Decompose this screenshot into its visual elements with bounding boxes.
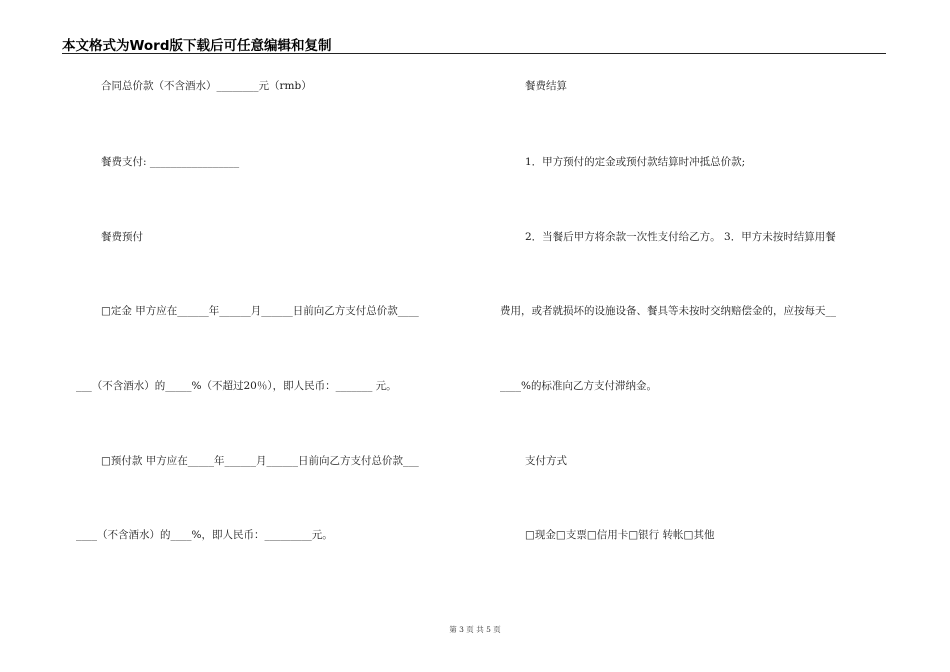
meal-settlement-heading: 餐费结算 bbox=[525, 80, 567, 92]
payment-method-heading: 支付方式 bbox=[525, 455, 567, 467]
deposit-option-continued: ___（不含酒水）的_____%（不超过20％），即人民币：_______ 元。 bbox=[76, 380, 397, 392]
page-number-footer: 第 3 页 共 5 页 bbox=[449, 625, 501, 634]
contract-total-price-line: 合同总价款（不含酒水）________元（rmb） bbox=[101, 80, 312, 92]
page-header bbox=[62, 33, 886, 54]
deposit-option-line: □定金 甲方应在______年______月______日前向乙方支付总价款____ bbox=[101, 305, 419, 317]
payment-method-options: □现金□支票□信用卡□银行 转帐□其他 bbox=[525, 529, 715, 541]
settlement-clause-1: 1．甲方预付的定金或预付款结算时冲抵总价款; bbox=[525, 156, 746, 168]
meal-prepayment-heading: 餐费预付 bbox=[101, 231, 143, 243]
settlement-clause-2-3: 2．当餐后甲方将余款一次性支付给乙方。 3．甲方未按时结算用餐 bbox=[525, 231, 836, 243]
advance-payment-option-line: □预付款 甲方应在_____年______月______日前向乙方支付总价款___ bbox=[101, 455, 419, 467]
header-title: 本文格式为Word版下载后可任意编辑和复制 bbox=[62, 38, 332, 54]
advance-payment-option-continued: ____（不含酒水）的____%，即人民币：_________元。 bbox=[76, 529, 333, 541]
settlement-clause-3-continued: 费用，或者就损坏的设施设备、餐具等未按时交纳赔偿金的，应按每天__ bbox=[500, 305, 836, 317]
meal-payment-line: 餐费支付: _________________ bbox=[101, 156, 240, 168]
late-fee-line: ____%的标准向乙方支付滞纳金。 bbox=[500, 380, 657, 392]
